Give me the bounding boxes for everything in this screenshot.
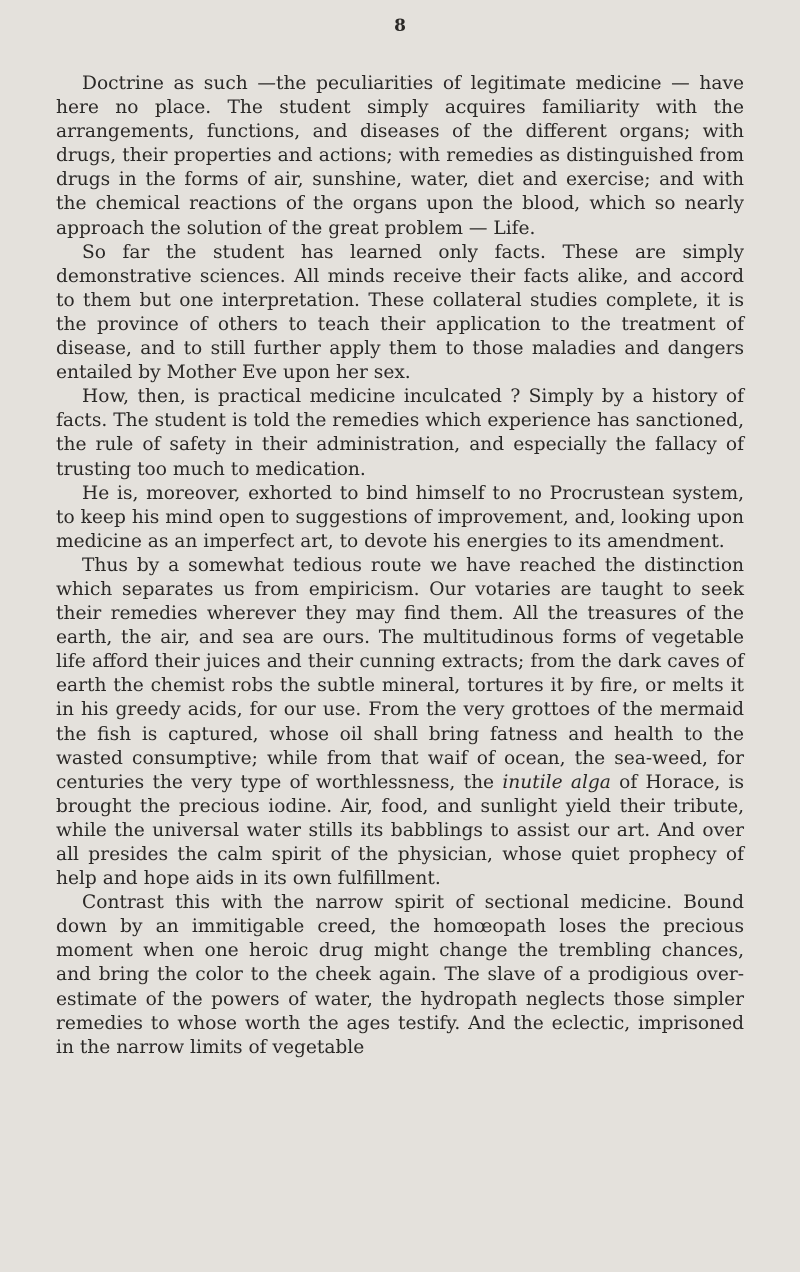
page-number: 8 bbox=[394, 16, 406, 36]
body-text bbox=[56, 72, 744, 1060]
italic-latin-phrase: inutile alga bbox=[502, 771, 611, 793]
paragraph-3: How, then, is practical medicine inculcated ? Simply by a history of facts. The student is told the remedies which experience has sanctioned, the rule of safety in their administration, and especially the fallacy of trusting too much to medication. bbox=[56, 386, 744, 480]
paragraph-1: Doctrine as such —the peculiarities of legitimate medicine — have here no place. The student simply acquires familiarity with the arrangements, functions, and diseases of the different organs; with drugs, their properties and actions; with remedies as distinguished from drugs in the forms of air, sunshine, water, diet and exercise; and with the chemical reactions of the organs upon the blood, which so nearly approach the solution of the great problem — Life. bbox=[56, 73, 744, 239]
paragraph-6: Contrast this with the narrow spirit of sectional medicine. Bound down by an immitigable creed, the homœopath loses the precious moment when one heroic drug might change the trembling chances, and bring the color to the cheek again. The slave of a prodigious over-estimate of the powers of water, the hydropath neglects those simpler remedies to whose worth the ages testify. And the eclectic, imprisoned in the narrow limits of vegetable bbox=[56, 892, 744, 1058]
paragraph-5-continuation: of Horace, is brought the precious iodine. Air, food, and sunlight yield their tribute, while the universal water stills its babblings to assist our art. And over all presides the calm spirit of the physician, whose quiet prophecy of help and hope aids in its own fulfillment. bbox=[56, 771, 744, 890]
paragraph-2: So far the student has learned only facts. These are simply demonstrative sciences. All minds receive their facts alike, and accord to them but one interpretation. These collateral studies complete, it is the province of others to teach their application to the treatment of disease, and to still further apply them to those maladies and dangers entailed by Mother Eve upon her sex. bbox=[56, 241, 744, 384]
paragraph-5-text: Thus by a somewhat tedious route we have reached the distinction which separates us from empiricism. Our votaries are taught to seek their remedies wherever they may find them. All the treasures of the earth, the air, and sea are ours. The multitudinous forms of vegetable life afford their juices and their cunning extracts; from the dark caves of earth the chemist robs the subtle mineral, tortures it by fire, or melts it in his greedy acids, for our use. From the very grottoes of the mermaid the fish is captured, whose oil shall bring fatness and health to the wasted consumptive; while from that waif of ocean, the sea-weed, for centuries the very type of worthlessness, the bbox=[56, 554, 744, 793]
paragraph-5 bbox=[56, 554, 744, 891]
paragraph-4: He is, moreover, exhorted to bind himself to no Procrustean system, to keep his mind open to suggestions of improvement, and, looking upon medicine as an imperfect art, to devote his energies to its amendment. bbox=[56, 482, 744, 552]
